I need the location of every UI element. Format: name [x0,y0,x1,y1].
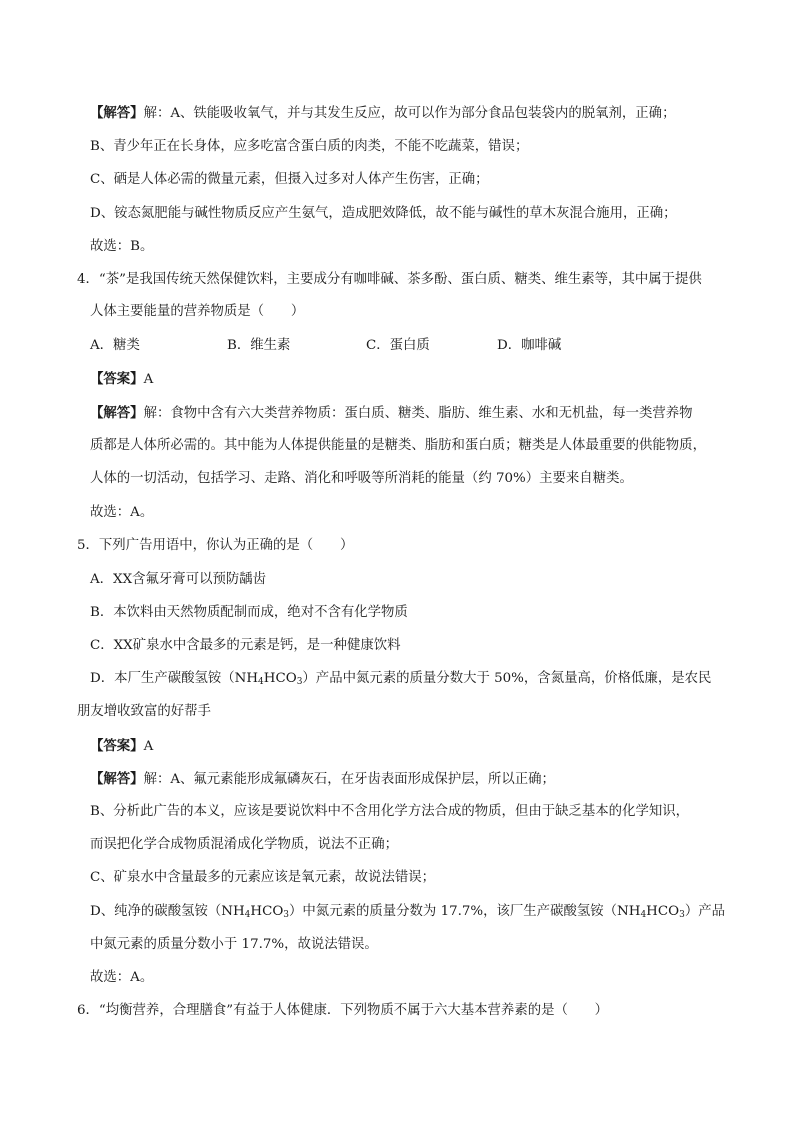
q5-analysis-5-pre: D、纯净的碳酸氢铵（NH [90,904,245,919]
q5-choose: 故选：A。 [90,970,154,985]
q5-option-d-post: ）产品中氮元素的质量分数大于 50%，含氮量高，价格低廉，是农民 [302,671,712,686]
q5-analysis-text-1: 解：A、氟元素能形成氟磷灰石，在牙齿表面形成保护层，所以正确； [143,772,555,787]
q5-analysis-line-3: 而误把化学合成物质混淆成化学物质，说法不正确； [90,837,398,852]
q5-analysis-5-sub2: 3 [283,910,290,920]
q4-stem-line-1: 4．“茶”是我国传统天然保健饮料，主要成分有咖啡碱、茶多酚、蛋白质、糖类、维生素等，其中属于提供 [77,272,702,287]
q4-answer-value: A [143,372,154,387]
q5-analysis-tag: 【解答】 [90,771,144,787]
q5-option-d [90,670,711,688]
q5-analysis-5-sub4: 3 [679,910,685,920]
q3-analysis-line-1 [90,104,675,123]
q5-answer [90,737,153,756]
q5-analysis-line-5 [90,903,725,921]
q5-option-d-sub1: 4 [258,677,264,687]
q5-option-d-mid: HCO [263,671,297,686]
q5-analysis-line-4: C、矿泉水中含量最多的元素应该是氧元素，故说法错误； [90,870,436,885]
q4-analysis-tag: 【解答】 [90,405,144,421]
q5-option-d-line-2: 朋友增收致富的好帮手 [77,704,211,719]
q4-answer [90,370,153,389]
q5-option-d-pre: D．本厂生产碳酸氢铵（NH [90,671,259,686]
q4-option-c: C．蛋白质 [366,338,430,353]
q3-analysis-tag: 【解答】 [90,105,144,121]
q4-analysis-line-1 [90,404,693,423]
q5-analysis-5-mid: HCO [250,904,284,919]
q5-analysis-5-post: ）产品 [684,904,725,919]
q5-option-c: C．XX矿泉水中含最多的元素是钙，是一种健康饮料 [90,638,401,653]
q3-choose: 故选：B。 [90,239,154,254]
q4-analysis-text-1: 解：食物中含有六大类营养物质：蛋白质、糖类、脂肪、维生素、水和无机盐，每一类营养物 [143,406,693,421]
q4-analysis-line-3: 人体的一切活动，包括学习、走路、消化和呼吸等所消耗的能量（约 70%）主要来自糖类。 [90,471,633,486]
q5-analysis-line-2: B、分析此广告的本义，应该是要说饮料中不含用化学方法合成的物质，但由于缺乏基本的化学知识， [90,804,690,819]
q5-option-b: B．本饮料由天然物质配制而成，绝对不含有化学物质 [90,605,408,620]
q4-option-a: A．糖类 [90,338,140,353]
q5-answer-value: A [143,739,154,754]
q3-analysis-text-1: 解：A、铁能吸收氧气，并与其发生反应，故可以作为部分食品包装袋内的脱氧剂，正确； [143,106,676,121]
q4-stem-line-2: 人体主要能量的营养物质是（ ） [90,304,305,319]
q4-options-row [90,337,690,355]
q5-analysis-5-mid3: HCO [646,904,680,919]
q5-option-a: A．XX含氟牙膏可以预防龋齿 [90,572,267,587]
q3-analysis-line-3: C、硒是人体必需的微量元素，但摄入过多对人体产生伤害，正确； [90,172,489,187]
q5-analysis-5-sub1: 4 [244,910,251,920]
q5-analysis-line-6: 中氮元素的质量分数小于 17.7%，故说法错误。 [90,937,378,952]
q5-stem: 5．下列广告用语中，你认为正确的是（ ） [77,538,354,553]
q3-analysis-line-2: B、青少年正在长身体，应多吃富含蛋白质的肉类，不能不吃蔬菜，错误； [90,139,529,154]
q5-analysis-5-mid2: ）中氮元素的质量分数为 17.7%，该厂生产碳酸氢铵（NH [289,904,641,919]
q5-analysis-line-1 [90,770,555,789]
q6-stem: 6．“均衡营养，合理膳食”有益于人体健康．下列物质不属于六大基本营养素的是（ ） [77,1003,609,1018]
q3-analysis-line-4: D、铵态氮肥能与碱性物质反应产生氨气，造成肥效降低，故不能与碱性的草木灰混合施用，正确； [90,206,677,221]
q4-choose: 故选：A。 [90,505,154,520]
q4-answer-tag: 【答案】 [90,371,144,387]
q4-analysis-line-2: 质都是人体所必需的。其中能为人体提供能量的是糖类、脂肪和蛋白质；糖类是人体最重要的供能物质， [90,438,706,453]
q5-answer-tag: 【答案】 [90,738,144,754]
q5-analysis-5-sub3: 4 [640,910,647,920]
q5-option-d-sub2: 3 [296,677,303,687]
q4-option-b: B．维生素 [227,338,291,353]
q4-option-d: D．咖啡碱 [497,338,562,353]
